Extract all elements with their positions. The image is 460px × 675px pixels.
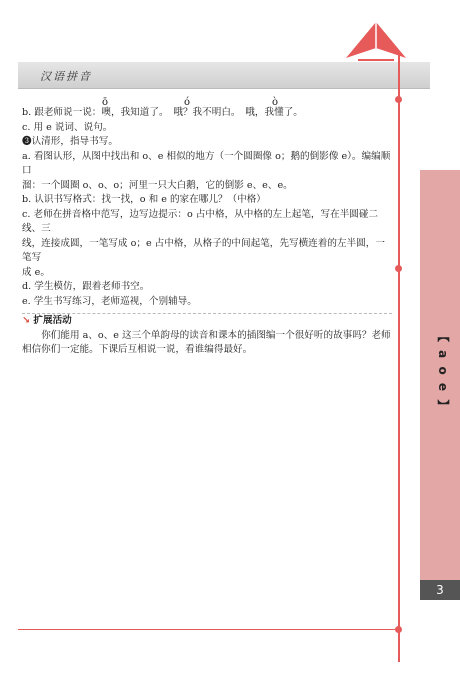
- tone-mark: ò: [272, 97, 279, 108]
- side-tab-label: 【 a o e 】: [436, 330, 450, 414]
- text-line: 成 e。: [22, 266, 50, 278]
- text-line: d. 学生模仿，跟着老师书空。: [22, 281, 150, 292]
- page-number: 3: [420, 580, 460, 600]
- text-line: c. 用 e 说词、说句。: [22, 121, 113, 133]
- margin-line: [398, 52, 400, 662]
- header-title: 汉语拼音: [40, 70, 92, 83]
- margin-dot: [395, 265, 402, 272]
- section-text: 你们能用 a、o、e 这三个单韵母的读音和课本的插图编一个很好听的故事吗？老师: [41, 329, 391, 341]
- section-title: 扩展活动: [33, 315, 72, 326]
- margin-dot: [395, 96, 402, 103]
- text-line: a. 看图认形，从图中找出和 o、e 相似的地方（一个圆圈像 o；鹅的倒影像 e）。编编顺口: [22, 150, 391, 176]
- text-line: b. 跟老师说一说：噢，我知道了。 哦？我不明白。 哦，我懂了。: [22, 107, 303, 118]
- tone-marks: [22, 96, 392, 106]
- tone-mark: ō: [102, 97, 109, 108]
- tone-mark: ó: [184, 97, 191, 108]
- footer-line: [18, 629, 398, 630]
- text-line: b. 认识书写格式：找一找，o 和 e 的家在哪儿？（中格）: [22, 194, 266, 205]
- section-heading: [22, 314, 392, 329]
- arrow-icon: ↘: [22, 315, 31, 326]
- text-line: e. 学生书写练习，老师巡视，个别辅导。: [22, 295, 197, 307]
- text-line: ❸认清形，指导书写。: [22, 136, 118, 147]
- lesson-content: [22, 96, 392, 358]
- section-text: 相信你们一定能。下课后互相说一说，看谁编得最好。: [22, 344, 253, 355]
- text-line: 溜：一个圆圈 o、o、o；河里一只大白鹅，它的倒影 e、e、e。: [22, 179, 293, 191]
- text-line: 线，连接成圆，一笔写成 o；e 占中格，从格子的中间起笔，先写横连着的左半圆，一笔写: [22, 237, 385, 263]
- text-line: c. 老师在拼音格中范写，边写边提示：o 占中格，从中格的左上起笔，写在半圆碰二线、三: [22, 208, 379, 234]
